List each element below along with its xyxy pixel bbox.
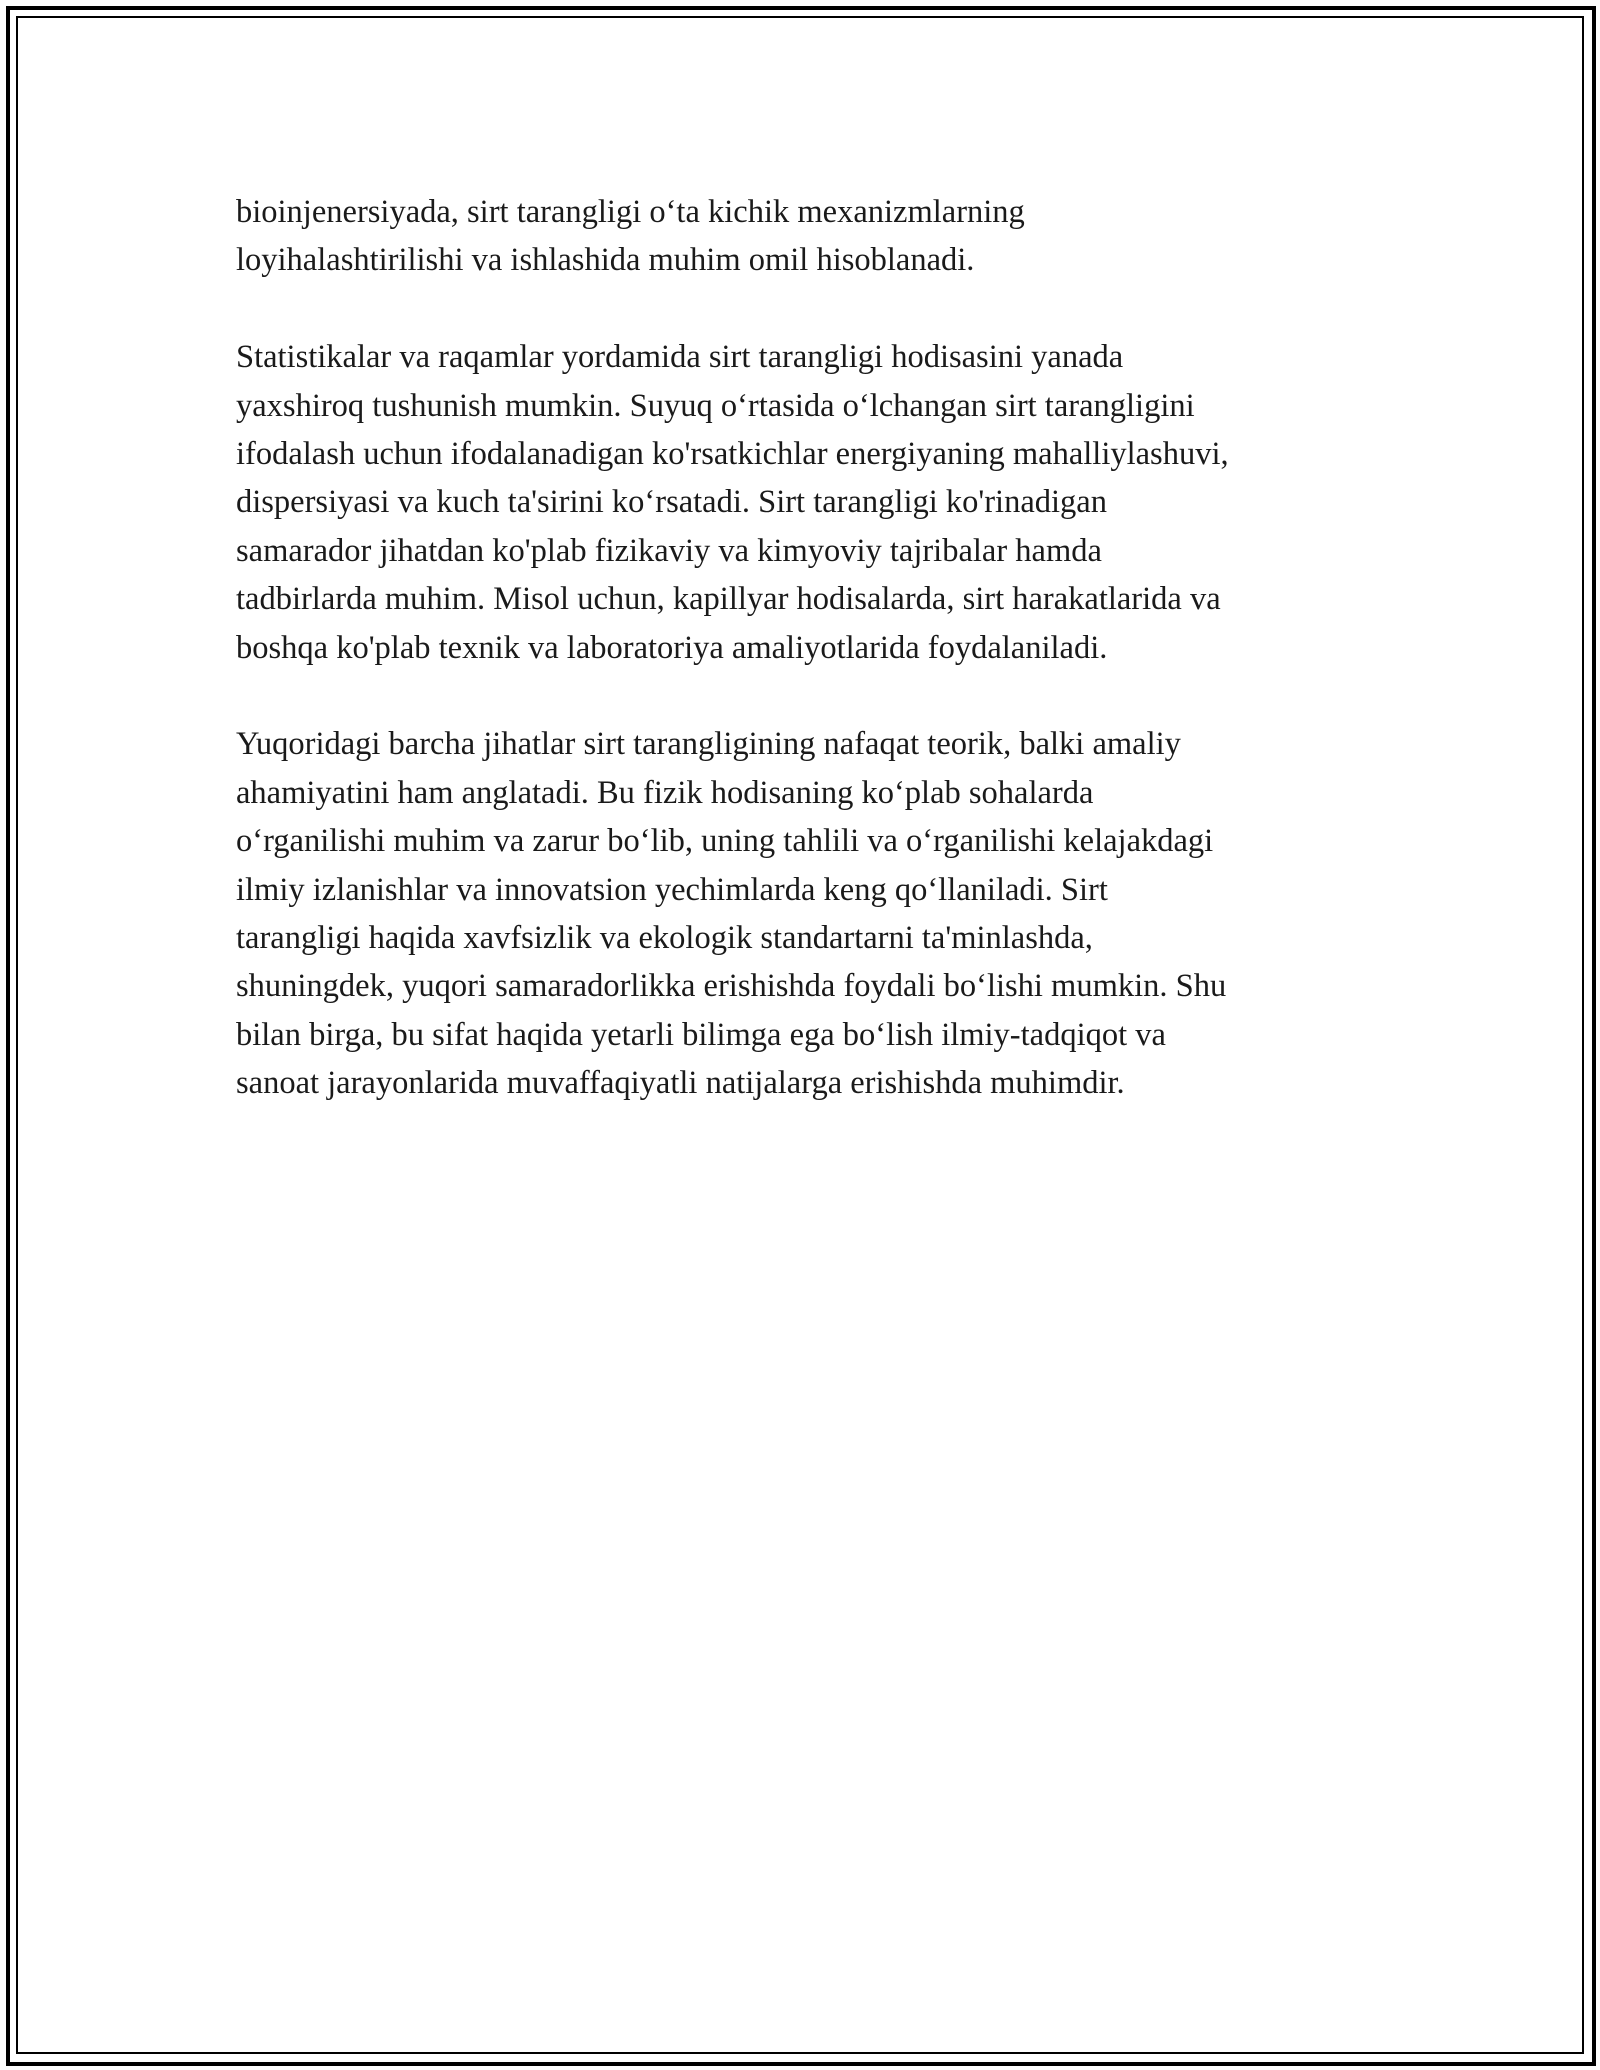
- paragraph-3: Yuqoridagi barcha jihatlar sirt tarangligining nafaqat teorik, balki amaliy ahamiyatini ham anglatadi. Bu fizik hodisaning ko‘plab sohalarda o‘rganilishi muhim va zarur bo‘lib, uning tahlili va o‘rganilishi kelajakdagi ilmiy izlanishlar va innovatsion yechimlarda keng qo‘llaniladi. Sirt tarangligi haqida xavfsizlik va ekologik standartarni ta'minlashda, shuningdek, yuqori samaradorlikka erishishda foydali bo‘lishi mumkin. Shu bilan birga, bu sifat haqida yetarli bilimga ega bo‘lish ilmiy-tadqiqot va sanoat jarayonlarida muvaffaqiyatli natijalarga erishishda muhimdir.: [236, 726, 1227, 1102]
- paragraph-1: bioinjenersiyada, sirt tarangligi o‘ta kichik mexanizmlarning loyihalashtirilishi va ishlashida muhim omil hisoblanadi.: [236, 194, 1025, 279]
- paragraph-2: Statistikalar va raqamlar yordamida sirt tarangligi hodisasini yanada yaxshiroq tushunish mumkin. Suyuq o‘rtasida o‘lchangan sirt tarangligini ifodalash uchun ifodalanadigan ko'rsatkichlar energiyaning mahalliylashuvi, dispersiyasi va kuch ta'sirini ko‘rsatadi. Sirt tarangligi ko'rinadigan samarador jihatdan ko'plab fizikaviy va kimyoviy tajribalar hamda tadbirlarda muhim. Misol uchun, kapillyar hodisalarda, sirt harakatlarida va boshqa ko'plab texnik va laboratoriya amaliyotlarida foydalaniladi.: [236, 339, 1229, 666]
- document-body: [236, 188, 1366, 1156]
